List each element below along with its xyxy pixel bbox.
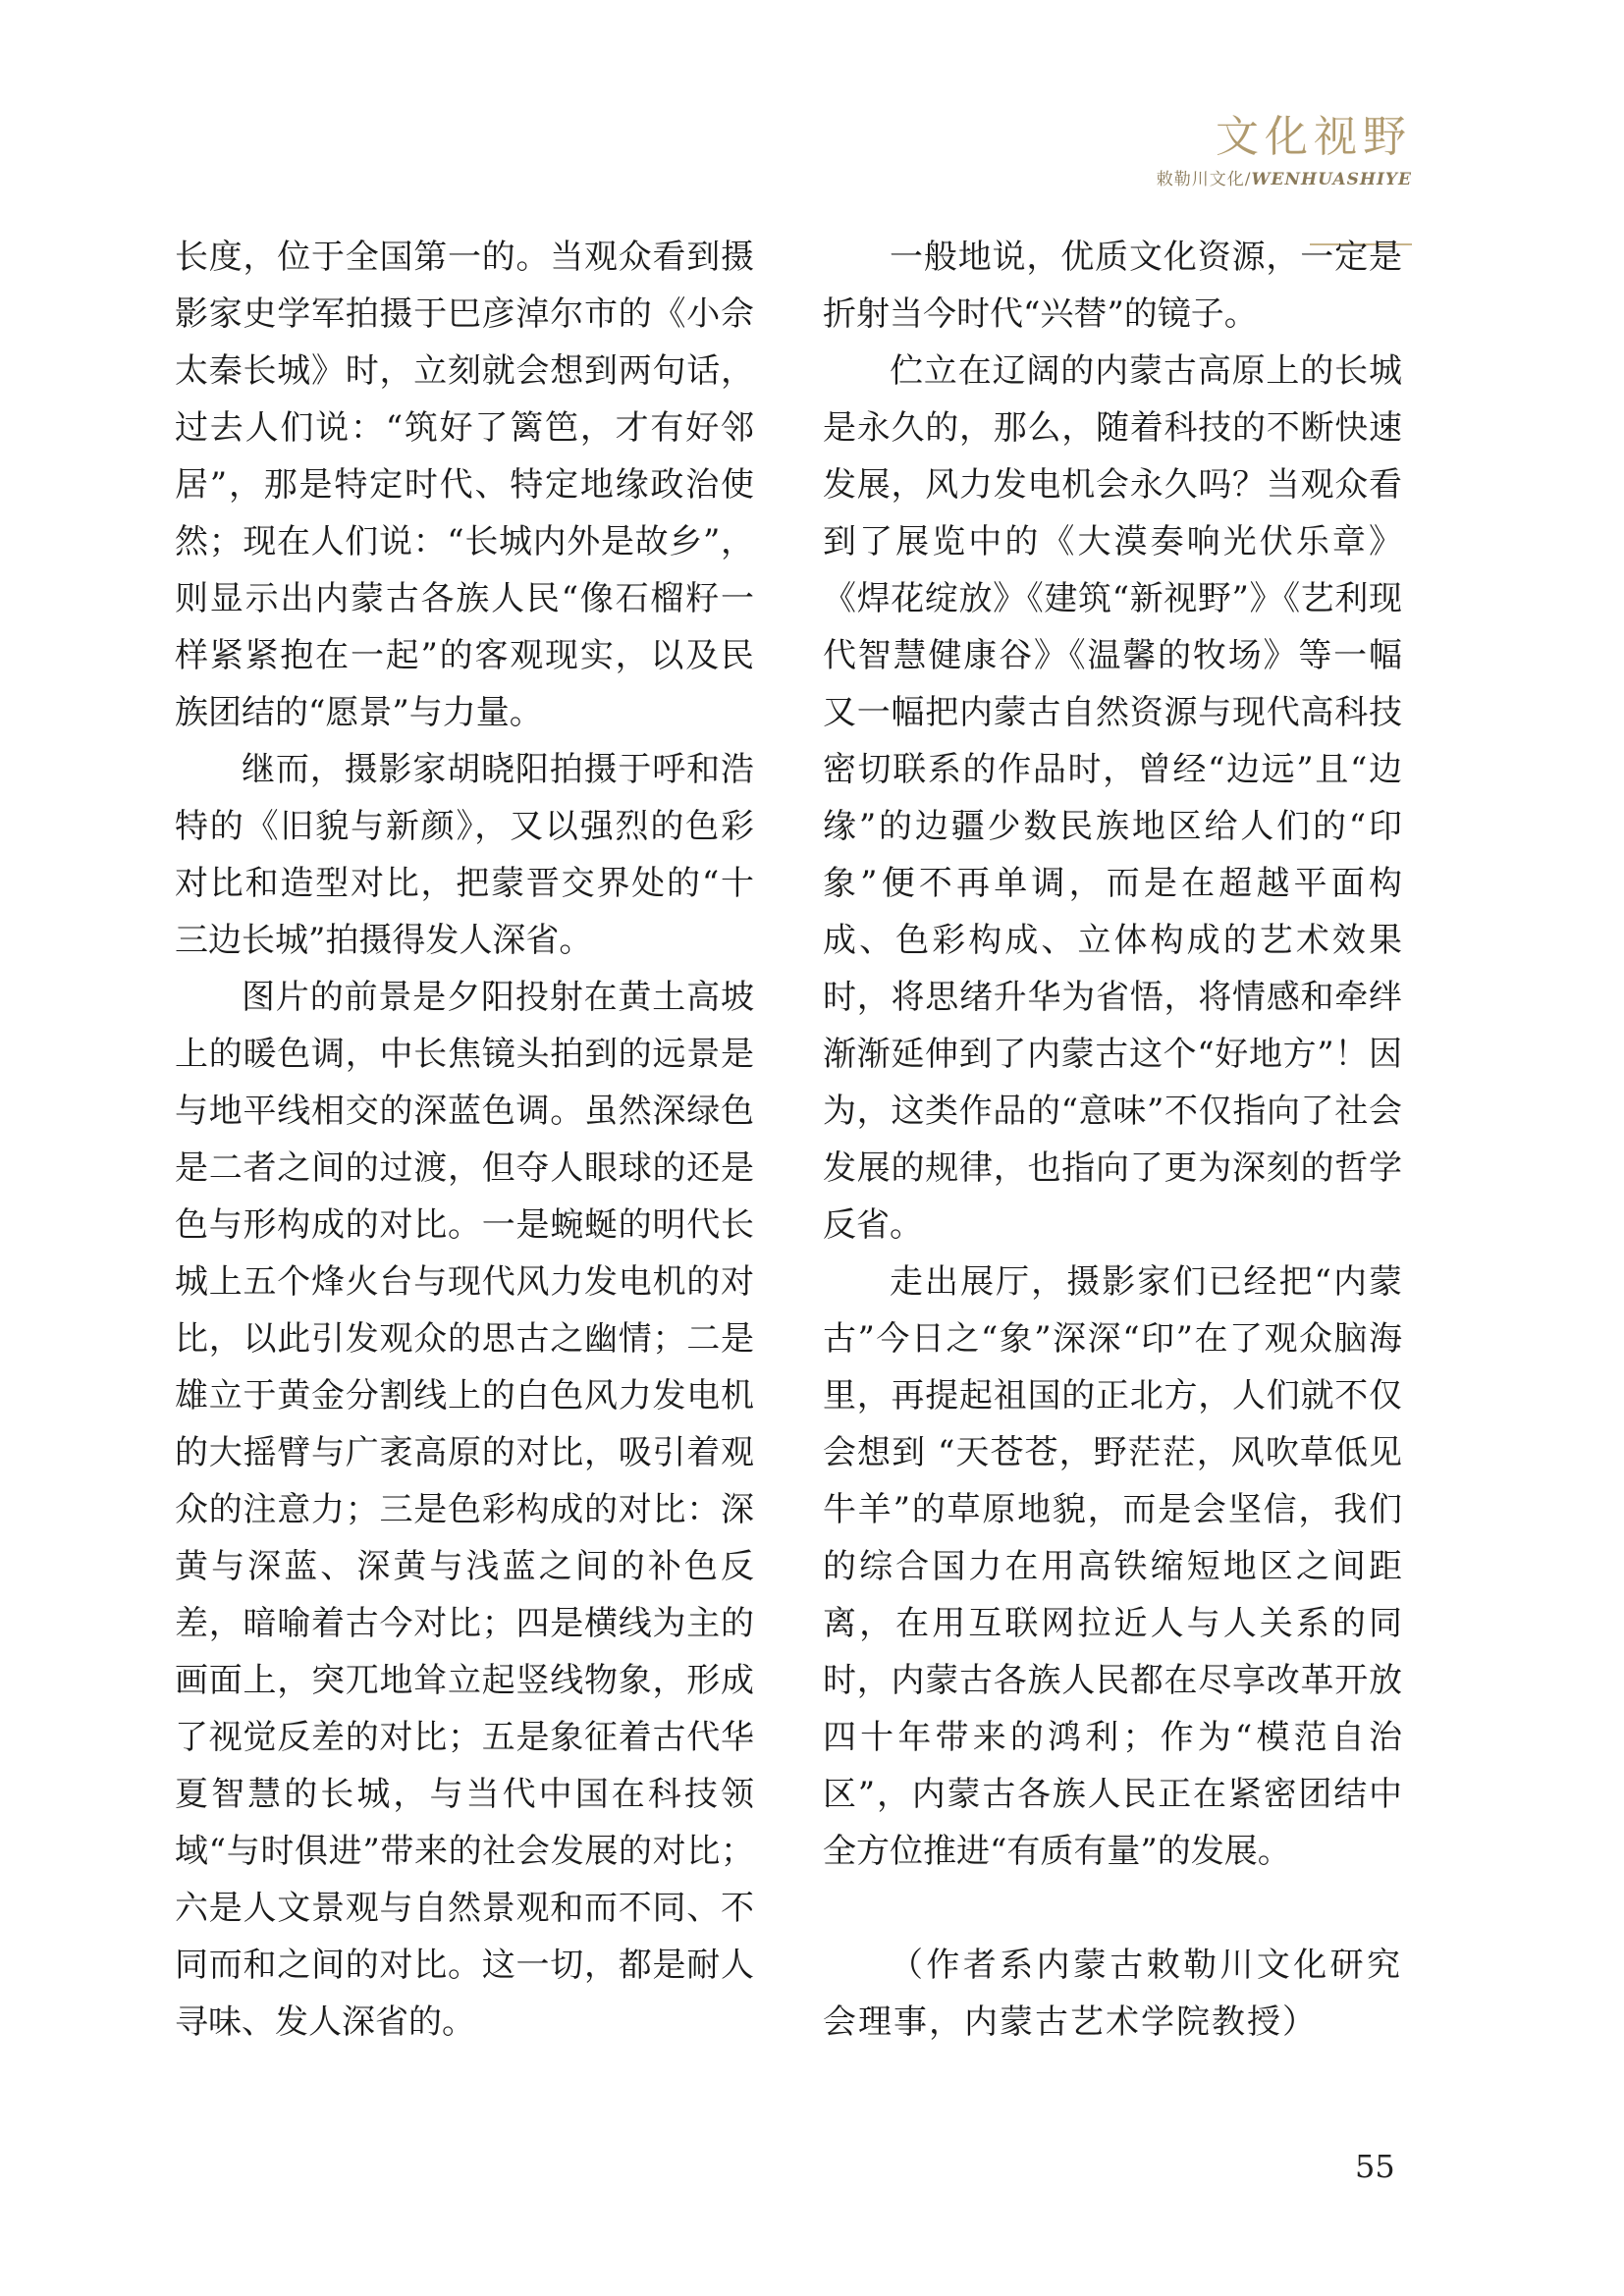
paragraph: 继而，摄影家胡晓阳拍摄于呼和浩特的《旧貌与新颜》，又以强烈的色彩对比和造型对比，把蒙晋交界处的“十三边长城”拍摄得发人深省。 <box>175 750 754 960</box>
subtitle-separator: / <box>1244 170 1252 189</box>
paragraph: 走出展厅，摄影家们已经把“内蒙古”今日之“象”深深“印”在了观众脑海里，再提起祖国的正北方，人们就不仅会想到 “天苍苍，野茫茫，风吹草低见牛羊”的草原地貌，而是会坚信，我们的综合国力在用高铁缩短地区之间距离，在用互联网拉近人与人关系的同时，内蒙古各族人民都在尽享改革开放四十年带来的鸿利；作为“模范自治区”，内蒙古各族人民正在紧密团结中全方位推进“有质有量”的发展。 <box>823 1262 1402 1871</box>
author-note: （作者系内蒙古敕勒川文化研究会理事，内蒙古艺术学院教授） <box>823 1946 1402 2042</box>
right-column <box>823 229 1402 2051</box>
subtitle-cn: 敕勒川文化 <box>1156 170 1245 189</box>
paragraph: 图片的前景是夕阳投射在黄土高坡上的暖色调，中长焦镜头拍到的远景是与地平线相交的深蓝色调。虽然深绿色是二者之间的过渡，但夺人眼球的还是色与形构成的对比。一是蜿蜒的明代长城上五个烽火台与现代风力发电机的对比，以此引发观众的思古之幽情；二是雄立于黄金分割线上的白色风力发电机的大摇臂与广袤高原的对比，吸引着观众的注意力；三是色彩构成的对比：深黄与深蓝、深黄与浅蓝之间的补色反差，暗喻着古今对比；四是横线为主的画面上，突兀地耸立起竖线物象，形成了视觉反差的对比；五是象征着古代华夏智慧的长城，与当代中国在科技领域“与时俱进”带来的社会发展的对比；六是人文景观与自然景观和而不同、不同而和之间的对比。这一切，都是耐人寻味、发人深省的。 <box>175 978 754 2042</box>
page-number: 55 <box>1355 2148 1395 2185</box>
subtitle-en: WENHUASHIYE <box>1251 170 1412 189</box>
section-subtitle <box>1157 169 1412 190</box>
paragraph-continued: 长度，位于全国第一的。当观众看到摄影家史学军拍摄于巴彦淖尔市的《小佘太秦长城》时，立刻就会想到两句话，过去人们说：“筑好了篱笆，才有好邻居”，那是特定时代、特定地缘政治使然；现在人们说：“长城内外是故乡”，则显示出内蒙古各族人民“像石榴籽一样紧紧抱在一起”的客观现实，以及民族团结的“愿景”与力量。 <box>175 238 754 732</box>
left-column <box>175 229 754 2051</box>
paragraph: 伫立在辽阔的内蒙古高原上的长城是永久的，那么，随着科技的不断快速发展，风力发电机会永久吗？当观众看到了展览中的《大漠奏响光伏乐章》《焊花绽放》《建筑“新视野”》《艺利现代智慧健康谷》《温馨的牧场》等一幅又一幅把内蒙古自然资源与现代高科技密切联系的作品时，曾经“边远”且“边缘”的边疆少数民族地区给人们的“印象”便不再单调，而是在超越平面构成、色彩构成、立体构成的艺术效果时，将思绪升华为省悟，将情感和牵绊渐渐延伸到了内蒙古这个“好地方”！因为，这类作品的“意味”不仅指向了社会发展的规律，也指向了更为深刻的哲学反省。 <box>823 351 1402 1245</box>
section-title: 文化视野 <box>1216 112 1412 162</box>
paragraph: 一般地说，优质文化资源，一定是折射当今时代“兴替”的镜子。 <box>823 238 1402 334</box>
running-header <box>1157 110 1412 190</box>
